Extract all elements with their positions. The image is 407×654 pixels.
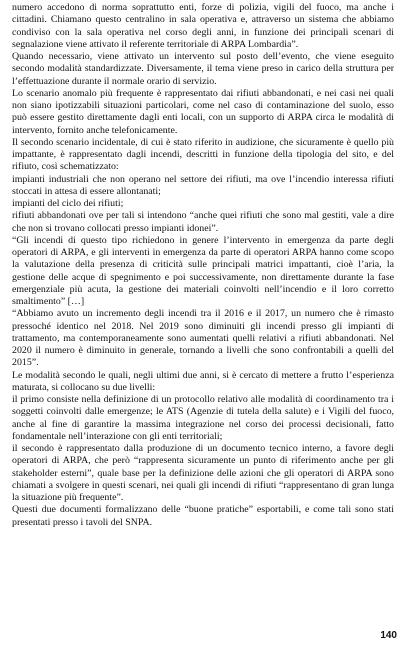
quote-emergency-interventions: “Gli incendi di questo tipo richiedono in genere l’intervento in emergenza da parte degli operatori di ARPA, e gli interventi in emergenza da parte di operatori ARPA hanno come scopo la valutazione della presenza di criticità sulle principali matrici impattanti, cioè l’aria, la gestione delle acque di spegnimento e poi successivamente, non direttamente durante la fase emergenziale più acuta, la gestione dei materiali coinvolti nell’incendio e il loro corretto smaltimento” […] [12, 234, 394, 307]
list-item-technical-document: il secondo è rappresentato dalla produzione di un documento tecnico interno, a favore degli operatori di ARPA, che però “rappresenta sicuramente un punto di riferimento anche per gli stakeholder esterni”, quale base per la definizione delle azioni che gli operatori di ARPA sono chiamati a svolgere in questi scenari, nei quali gli incendi di rifiuti “rappresentano di gran lunga la situazione più frequente”. [12, 443, 394, 503]
paragraph-2: Quando necessario, viene attivato un intervento sul posto dell’evento, che viene eseguito secondo modalità standardizzate. Diversamente, il tema viene preso in carico della struttura per l’effettuazione durante il normale orario di servizio. [12, 51, 394, 87]
list-item-waste-cycle-plants: impianti del ciclo dei rifiuti; [12, 198, 124, 209]
page-number: 140 [380, 630, 397, 641]
list-item-industrial-plants: impianti industriali che non operano nel settore dei rifiuti, ma ove l’incendio interessa rifiuti stoccati in attesa di essere allontanati; [12, 173, 394, 197]
paragraph-1: numero accedono di norma soprattutto enti, forze di polizia, vigili del fuoco, ma anche i cittadini. Chiamano questo centralino in sala operativa e, attraverso un sistema che abbiamo condiviso con la sala operativa nel corso degli anni, in funzione dei principali scenari di segnalazione viene attivato il referente territoriale di ARPA Lombardia”. [12, 2, 394, 50]
document-body [12, 2, 394, 529]
list-item-protocol: il primo consiste nella definizione di un protocollo relativo alle modalità di coordinamento tra i soggetti coinvolti dalle emergenze; le ATS (Agenzie di tutela della salute) e i Vigili del fuoco, anche al fine di garantire la massima integrazione nel corso dei processi decisionali, fatto fondamentale nell’interazione con gli enti territoriali; [12, 394, 394, 442]
paragraph-good-practices: Questi due documenti formalizzano delle “buone pratiche” esportabili, e come tali sono stati presentati presso i tavoli del SNPA. [12, 504, 394, 528]
paragraph-4: Il secondo scenario incidentale, di cui è stato riferito in audizione, che sicuramente è quello più impattante, è rappresentato dagli incendi, descritti in funzione della tipologia del sito, e del rifiuto, così schematizzato: [12, 136, 394, 173]
list-item-abandoned-waste: rifiuti abbandonati ove per tali si intendono “anche quei rifiuti che sono mal gestiti, vale a dire che non si trovano collocati presso impianti idonei”. [12, 210, 394, 234]
paragraph-two-levels: Le modalità secondo le quali, negli ultimi due anni, si è cercato di mettere a frutto l’esperienza maturata, si collocano su due livelli: [12, 369, 394, 393]
paragraph-3: Lo scenario anomalo più frequente è rappresentato dai rifiuti abbandonati, e nei casi nei quali non siano ipotizzabili situazioni particolari, come nel caso di contaminazione del suolo, esso può essere gestito direttamente dagli enti locali, con un supporto di ARPA circa le modalità di intervento, fornito anche telefonicamente. [12, 87, 394, 136]
quote-fire-statistics: “Abbiamo avuto un incremento degli incendi tra il 2016 e il 2017, un numero che è rimasto pressoché identico nel 2018. Nel 2019 sono diminuiti gli incendi presso gli impianti di trattamento, ma contemporaneamente sono aumentati quelli relativi a rifiuti abbandonati. Nel 2020 il numero è diminuito in generale, tornando a livelli che sono confrontabili a quelli del 2015”. [12, 308, 394, 369]
